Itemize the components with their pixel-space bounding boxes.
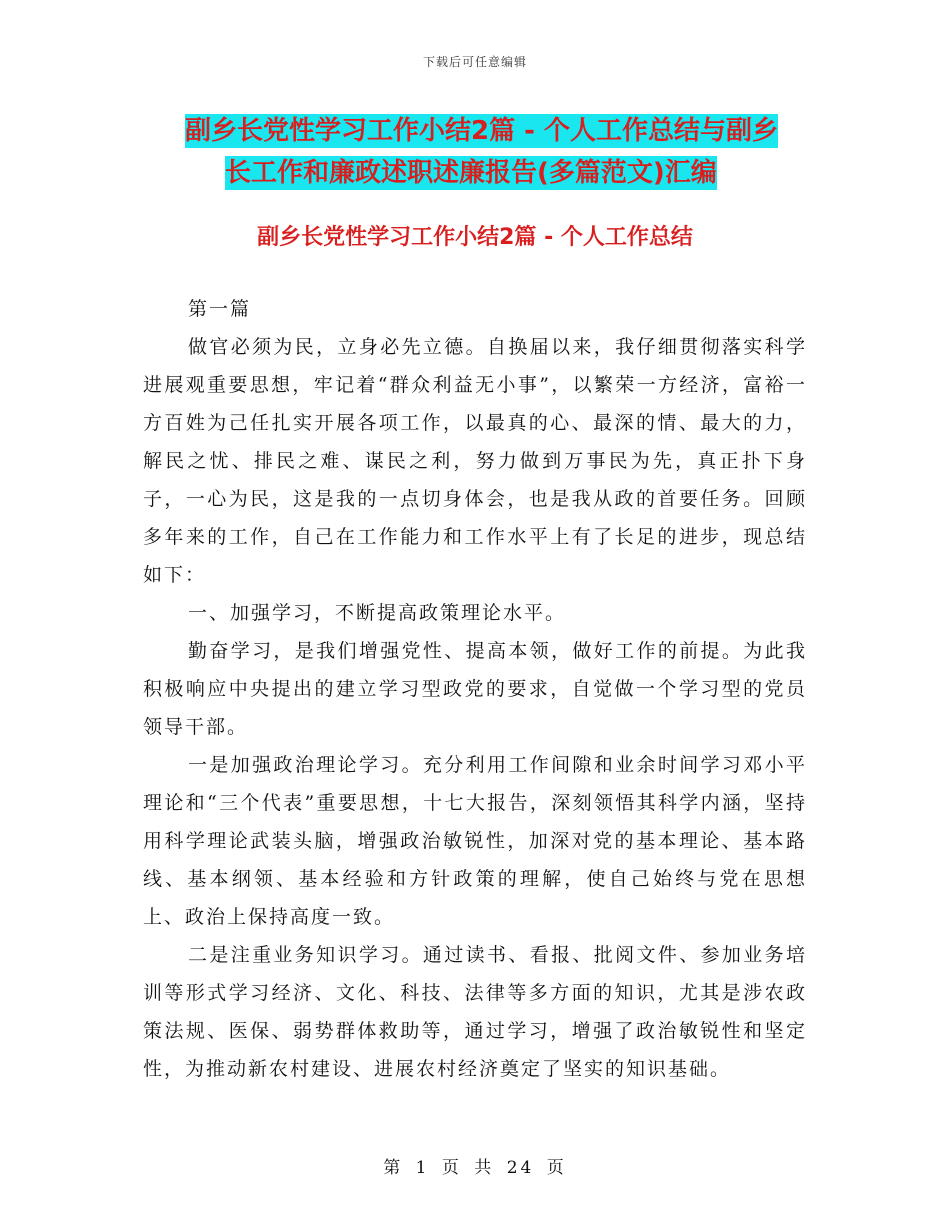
main-title-line-1-text: 副乡长党性学习工作小结2篇 - 个人工作总结与副乡	[185, 116, 778, 146]
paragraph-intro: 做官必须为民，立身必先立德。自换届以来，我仔细贯彻落实科学进展观重要思想，牢记着“群众利益无小事”，以繁荣一方经济，富裕一方百姓为己任扎实开展各项工作，以最真的心、最深的情、最大的力，解民之忧、排民之难、谋民之利，努力做到万事民为先，真正扑下身子，一心为民，这是我的一点切身体会，也是我从政的首要任务。回顾多年来的工作，自己在工作能力和工作水平上有了长足的进步，现总结如下：	[143, 336, 807, 586]
page-footer	[0, 1153, 950, 1178]
header-note: 下载后可任意编辑	[422, 55, 527, 69]
paragraph-part-heading: 第一篇	[188, 298, 252, 320]
footer-prefix: 第	[383, 1158, 404, 1178]
paragraph-political-theory: 一是加强政治理论学习。充分利用工作间隙和业余时间学习邓小平理论和“三个代表”重要思想，十七大报告，深刻领悟其科学内涵，坚持用科学理论武装头脑，增强政治敏锐性，加深对党的基本理论、基本路线、基本纲领、基本经验和方针政策的理解，使自己始终与党在思想上、政治上保持高度一致。	[143, 754, 807, 928]
main-title-line-2-text: 长工作和廉政述职述廉报告(多篇范文)汇编	[225, 158, 717, 188]
footer-suffix: 页	[546, 1158, 567, 1178]
footer-total-pages: 24	[506, 1158, 535, 1178]
footer-page-number: 1	[415, 1158, 430, 1178]
main-title-line-1	[185, 110, 815, 152]
paragraph-study: 勤奋学习，是我们增强党性、提高本领，做好工作的前提。为此我积极响应中央提出的建立学习型政党的要求，自觉做一个学习型的党员领导干部。	[143, 640, 807, 738]
paragraph-section-heading: 一、加强学习，不断提高政策理论水平。	[188, 602, 567, 624]
footer-total-prefix: 共	[474, 1158, 495, 1178]
footer-page-label: 页	[441, 1158, 462, 1178]
paragraph-business-knowledge: 二是注重业务知识学习。通过读书、看报、批阅文件、参加业务培训等形式学习经济、文化、科技、法律等多方面的知识，尤其是涉农政策法规、医保、弱势群体救助等，通过学习，增强了政治敏锐性和坚定性，为推动新农村建设、进展农村经济奠定了坚实的知识基础。	[143, 944, 807, 1080]
section-title: 副乡长党性学习工作小结2篇 - 个人工作总结	[257, 225, 693, 250]
document-main-title	[185, 110, 815, 194]
main-title-line-2	[185, 152, 815, 194]
document-body	[143, 290, 807, 1088]
